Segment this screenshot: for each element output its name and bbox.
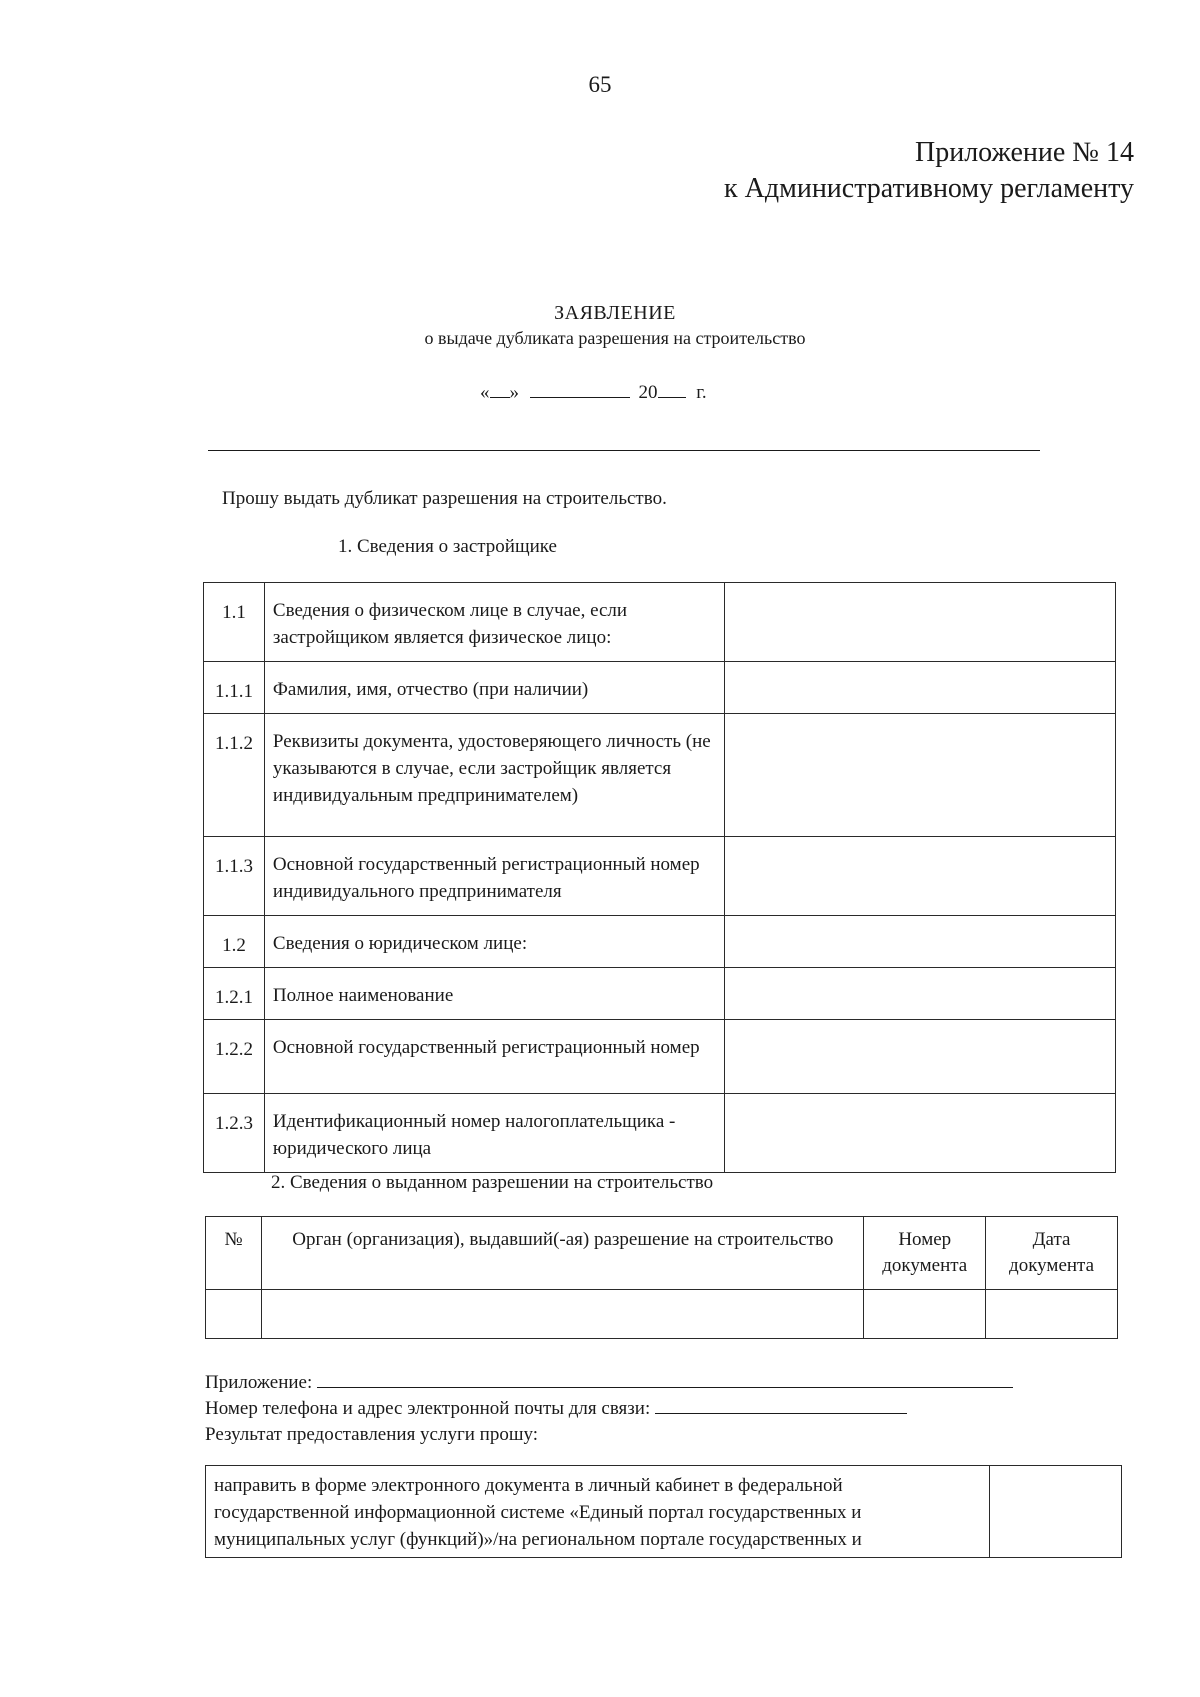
result-option-checkbox[interactable] (989, 1466, 1121, 1558)
row-value-field[interactable] (724, 968, 1115, 1020)
cell-doc-date-field[interactable] (986, 1290, 1118, 1339)
result-option-text: направить в форме электронного документа в личный кабинет в федеральной государственной информационной системе «Единый портал государственных и муниципальных услуг (функций)»/на региональном портале государственных и (206, 1466, 990, 1558)
contact-line (205, 1396, 1013, 1422)
row-number: 1.1.3 (204, 837, 265, 916)
date-close-quote: » (509, 382, 519, 403)
row-label: Основной государственный регистрационный номер индивидуального предпринимателя (264, 837, 724, 916)
table-row (204, 662, 1116, 714)
table-row (204, 1020, 1116, 1094)
row-value-field[interactable] (724, 662, 1115, 714)
table-row (204, 837, 1116, 916)
appendix-header (724, 135, 1134, 207)
header-organ: Орган (организация), выдавший(-ая) разрешение на строительство (262, 1217, 864, 1290)
header-doc-number: Номер документа (864, 1217, 986, 1290)
attachment-block (205, 1370, 1013, 1448)
row-number: 1.2.2 (204, 1020, 265, 1094)
row-label: Идентификационный номер налогоплательщика - юридического лица (264, 1094, 724, 1173)
row-label: Основной государственный регистрационный номер (264, 1020, 724, 1094)
request-text: Прошу выдать дубликат разрешения на строительство. (222, 488, 667, 509)
cell-doc-number-field[interactable] (864, 1290, 986, 1339)
header-doc-date: Дата документа (986, 1217, 1118, 1290)
table-header-row (206, 1217, 1118, 1290)
table-row (204, 916, 1116, 968)
result-options-table (205, 1465, 1122, 1558)
document-title: ЗАЯВЛЕНИЕ (554, 302, 676, 324)
permit-info-table (205, 1216, 1118, 1339)
developer-info-table (203, 582, 1116, 1173)
table-row (204, 968, 1116, 1020)
row-value-field[interactable] (724, 583, 1115, 662)
cell-organ-field[interactable] (262, 1290, 864, 1339)
date-day-blank[interactable] (490, 381, 510, 398)
attachment-label: Приложение: (205, 1372, 313, 1393)
attachment-line (205, 1370, 1013, 1396)
table-row (204, 1094, 1116, 1173)
row-number: 1.1 (204, 583, 265, 662)
contact-blank[interactable] (655, 1397, 907, 1414)
section-1-title: 1. Сведения о застройщике (338, 536, 557, 557)
table-row (206, 1290, 1118, 1339)
date-year-prefix: 20 (638, 382, 658, 403)
row-number: 1.1.2 (204, 714, 265, 837)
date-line (480, 381, 707, 404)
row-label: Реквизиты документа, удостоверяющего личность (не указываются в случае, если застройщик является индивидуальным предпринимателем) (264, 714, 724, 837)
row-label: Фамилия, имя, отчество (при наличии) (264, 662, 724, 714)
date-month-blank[interactable] (530, 381, 630, 398)
document-subtitle: о выдаче дубликата разрешения на строительство (424, 328, 806, 348)
row-value-field[interactable] (724, 916, 1115, 968)
row-label: Полное наименование (264, 968, 724, 1020)
table-row (206, 1466, 1122, 1558)
row-number: 1.2.1 (204, 968, 265, 1020)
header-number: № (206, 1217, 262, 1290)
table-row (204, 714, 1116, 837)
row-value-field[interactable] (724, 714, 1115, 837)
appendix-line-2: к Административному регламенту (724, 173, 1134, 204)
date-year-suffix: г. (696, 382, 707, 403)
appendix-line-1: Приложение № 14 (915, 137, 1134, 168)
row-value-field[interactable] (724, 837, 1115, 916)
row-number: 1.1.1 (204, 662, 265, 714)
section-2-title: 2. Сведения о выданном разрешении на строительство (271, 1172, 714, 1193)
row-label: Сведения о юридическом лице: (264, 916, 724, 968)
row-value-field[interactable] (724, 1020, 1115, 1094)
result-label: Результат предоставления услуги прошу: (205, 1424, 539, 1445)
cell-number-field[interactable] (206, 1290, 262, 1339)
row-number: 1.2 (204, 916, 265, 968)
table-row (204, 583, 1116, 662)
contact-label: Номер телефона и адрес электронной почты для связи: (205, 1398, 651, 1419)
row-value-field[interactable] (724, 1094, 1115, 1173)
page-number: 65 (588, 72, 612, 97)
row-number: 1.2.3 (204, 1094, 265, 1173)
attachment-blank[interactable] (317, 1371, 1013, 1388)
applicant-line[interactable] (208, 450, 1040, 451)
row-label: Сведения о физическом лице в случае, если застройщиком является физическое лицо: (264, 583, 724, 662)
date-open-quote: « (480, 382, 490, 403)
date-year-blank[interactable] (658, 381, 686, 398)
